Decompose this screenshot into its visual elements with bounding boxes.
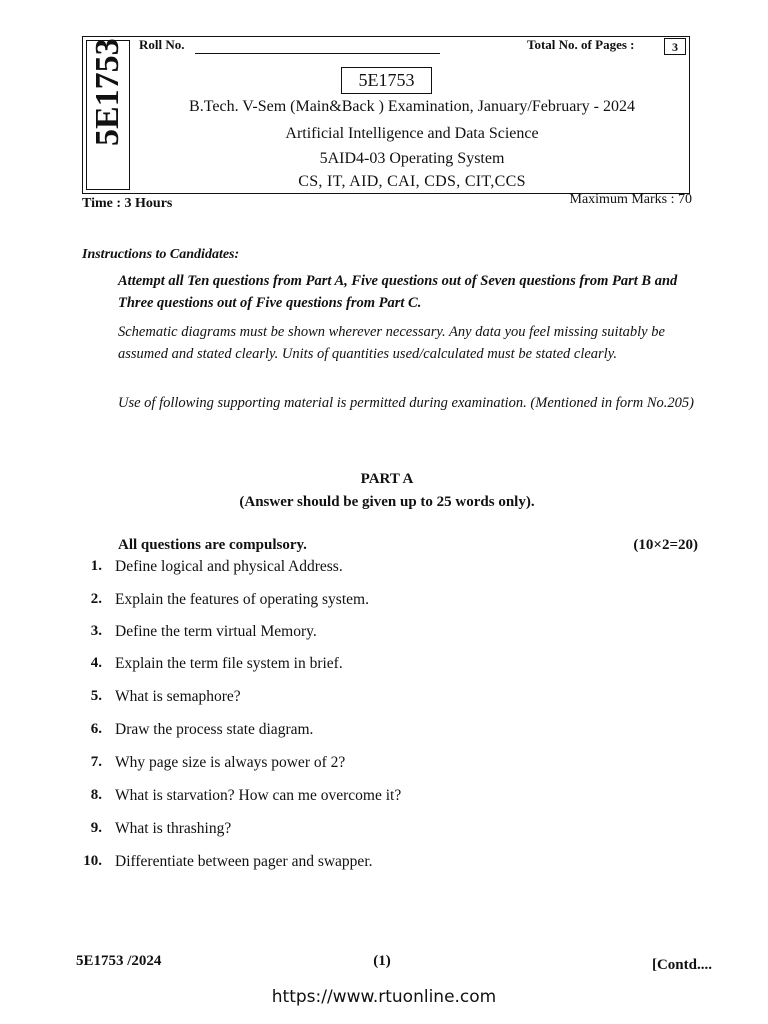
question-text: Why page size is always power of 2? (115, 754, 346, 771)
total-pages-value: 3 (664, 38, 686, 55)
question-number: 7. (90, 754, 102, 770)
instructions-heading: Instructions to Candidates: (82, 247, 240, 262)
side-paper-code: 5E1753 (89, 38, 126, 146)
question-number: 6. (90, 721, 102, 737)
compulsory-note: All questions are compulsory. (118, 537, 307, 553)
instruction-attempt: Attempt all Ten questions from Part A, Five questions out of Seven questions from Part B and Three questions out of Five questions from Part C. (118, 273, 678, 311)
footer-page-number: (1) (373, 953, 391, 969)
part-a-subtitle: (Answer should be given up to 25 words only). (239, 494, 535, 510)
question-text: What is thrashing? (115, 820, 232, 837)
instruction-material: Use of following supporting material is permitted during examination. (Mentioned in form No.205) (118, 395, 694, 411)
total-pages-label: Total No. of Pages : (527, 37, 635, 52)
question-text: What is starvation? How can me overcome it? (115, 787, 402, 804)
footer-paper-code: 5E1753 /2024 (76, 953, 162, 969)
time-label: Time : 3 Hours (82, 196, 173, 211)
question-number: 5. (90, 688, 102, 704)
part-a-marks: (10×2=20) (633, 537, 698, 553)
roll-no-line (195, 53, 440, 54)
question-number: 1. (90, 558, 102, 574)
question-number: 9. (90, 820, 102, 836)
question-text: Explain the features of operating system. (115, 591, 369, 608)
instruction-diagrams: Schematic diagrams must be shown wherever necessary. Any data you feel missing suitably be assumed and stated clearly. Units of quantities used/calculated must be stated clearly. (118, 324, 665, 362)
max-marks-label: Maximum Marks : 70 (569, 192, 692, 207)
question-text: Explain the term file system in brief. (115, 655, 343, 672)
exam-title: B.Tech. V-Sem (Main&Back ) Examination, January/February - 2024 (189, 98, 635, 115)
question-text: Differentiate between pager and swapper. (115, 853, 373, 870)
course-title: 5AID4-03 Operating System (319, 150, 505, 167)
question-text: Define the term virtual Memory. (115, 623, 317, 640)
footer-url[interactable]: https://www.rtuonline.com (271, 987, 497, 1007)
part-a-title: PART A (360, 471, 414, 487)
question-text: What is semaphore? (115, 688, 241, 705)
question-number: 2. (90, 591, 102, 607)
question-text: Draw the process state diagram. (115, 721, 314, 738)
question-number: 3. (90, 623, 102, 639)
footer-continued: [Contd.... (651, 957, 712, 973)
roll-no-label: Roll No. (139, 37, 185, 52)
question-number: 8. (90, 787, 102, 803)
question-text: Define logical and physical Address. (115, 558, 343, 575)
subject-area: Artificial Intelligence and Data Science (285, 125, 539, 142)
branch-list: CS, IT, AID, CAI, CDS, CIT,CCS (298, 173, 526, 190)
question-number: 4. (90, 655, 102, 671)
question-number: 10. (83, 853, 102, 869)
paper-code: 5E1753 (341, 67, 432, 94)
